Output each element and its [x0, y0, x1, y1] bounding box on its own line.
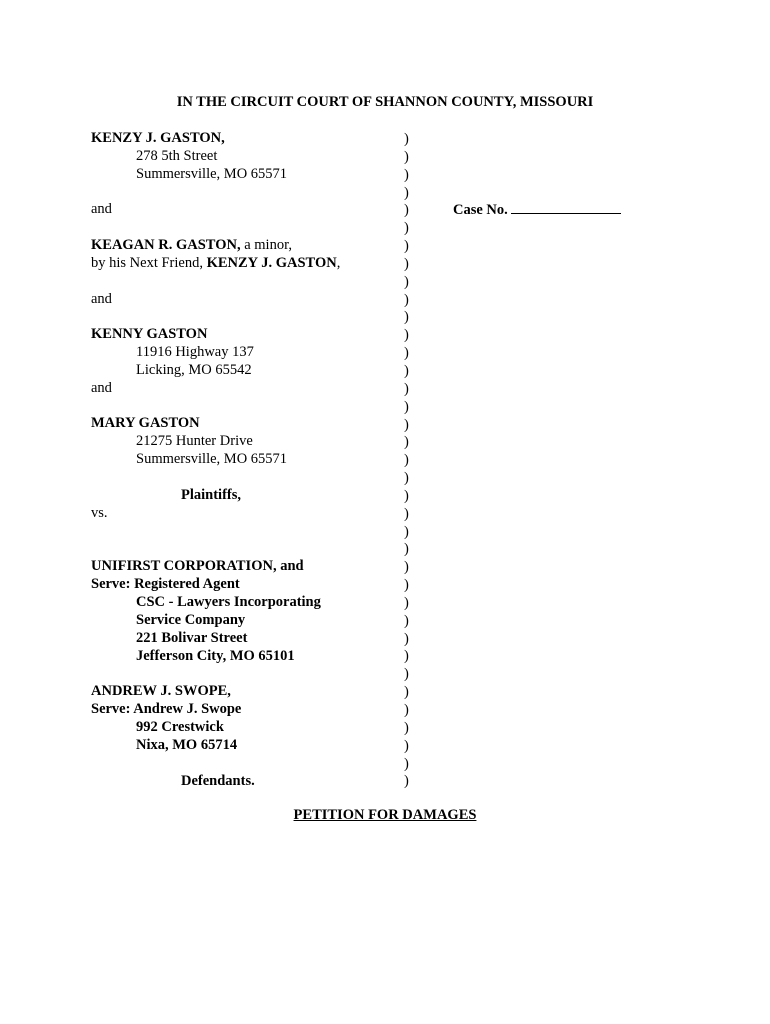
caption-paren: ): [404, 666, 409, 683]
plaintiff1-name: KENZY J. GASTON,: [91, 130, 225, 146]
caption-paren: ): [404, 452, 409, 469]
versus: vs.: [91, 505, 108, 521]
caption-paren: ): [404, 148, 409, 165]
plaintiff3-address1: 11916 Highway 137: [136, 344, 254, 360]
plaintiff2-name: KEAGAN R. GASTON,: [91, 237, 241, 253]
caption-paren: ): [404, 594, 409, 611]
plaintiff1-address1: 278 5th Street: [136, 148, 218, 164]
plaintiff1-address2: Summersville, MO 65571: [136, 166, 288, 182]
next-friend-prefix: by his Next Friend,: [91, 255, 207, 271]
caption-paren: ): [404, 362, 409, 379]
caption-paren: ): [404, 559, 409, 576]
defendant1-line4: Jefferson City, MO 65101: [136, 648, 295, 664]
caption-paren: ): [404, 255, 409, 272]
plaintiff2-line2: [91, 254, 340, 272]
defendants-label: Defendants.: [181, 773, 255, 789]
defendant1-line2: Service Company: [136, 612, 246, 628]
plaintiff3-name: KENNY GASTON: [91, 326, 208, 342]
caption-paren: ): [404, 541, 409, 558]
caption-paren: ): [404, 773, 409, 790]
caption-paren: ): [404, 630, 409, 647]
caption-paren: ): [404, 612, 409, 629]
and-2: and: [91, 291, 112, 307]
plaintiff2-line1: [91, 236, 292, 254]
caption-paren: ): [404, 273, 409, 290]
caption-paren: ): [404, 309, 409, 326]
caption-paren: ): [404, 131, 409, 147]
plaintiff3-address2: Licking, MO 65542: [136, 362, 252, 378]
caption-paren: ): [404, 220, 409, 237]
defendant1-line1: CSC - Lawyers Incorporating: [136, 594, 321, 610]
next-friend-name: KENZY J. GASTON: [206, 255, 337, 271]
caption-paren: ): [404, 737, 409, 754]
plaintiffs-label: Plaintiffs,: [181, 487, 242, 503]
petition-title-text: PETITION FOR DAMAGES: [293, 807, 477, 823]
defendant1-name: UNIFIRST CORPORATION, and: [91, 558, 304, 574]
case-number: [453, 200, 621, 219]
caption-paren: ): [404, 702, 409, 718]
plaintiff4-address2: Summersville, MO 65571: [136, 451, 288, 467]
caption-paren: ): [404, 202, 409, 219]
caption-paren: ): [404, 327, 409, 344]
caption-paren: ): [404, 345, 409, 362]
caption-paren: ): [404, 719, 409, 736]
defendant2-line1: 992 Crestwick: [136, 719, 224, 735]
caption-paren: ): [404, 291, 409, 308]
caption-paren: ): [404, 648, 409, 665]
caption-paren: ): [404, 184, 409, 201]
caption-paren: ): [404, 523, 409, 540]
plaintiff4-name: MARY GASTON: [91, 415, 200, 431]
defendant2-line2: Nixa, MO 65714: [136, 737, 238, 753]
caption-paren: ): [404, 238, 409, 255]
caption-paren: ): [404, 398, 409, 415]
caption-paren: ): [404, 684, 409, 701]
and-1: and: [91, 201, 112, 217]
caption-paren: ): [404, 166, 409, 183]
caption-parentheses: [404, 130, 416, 790]
caption-paren: ): [404, 755, 409, 772]
case-number-label: Case No.: [453, 202, 508, 218]
petition-title: [0, 807, 770, 824]
defendant1-line3: 221 Bolivar Street: [136, 630, 248, 646]
plaintiff4-address1: 21275 Hunter Drive: [136, 433, 253, 449]
case-number-blank: [511, 200, 621, 214]
defendant2-name: ANDREW J. SWOPE,: [91, 683, 231, 699]
caption-paren: ): [404, 434, 409, 451]
caption-paren: ): [404, 577, 409, 594]
plaintiff2-name-suffix: a minor,: [240, 237, 292, 253]
and-3: and: [91, 380, 112, 396]
caption-paren: ): [404, 470, 409, 487]
defendant1-serve: Serve: Registered Agent: [91, 576, 240, 592]
caption-paren: ): [404, 416, 409, 433]
court-title: IN THE CIRCUIT COURT OF SHANNON COUNTY, MISSOURI: [176, 94, 594, 110]
caption-paren: ): [404, 505, 409, 522]
defendant2-serve: Serve: Andrew J. Swope: [91, 701, 242, 717]
caption-paren: ): [404, 380, 409, 397]
next-friend-suffix: ,: [336, 255, 341, 271]
caption-paren: ): [404, 487, 409, 504]
